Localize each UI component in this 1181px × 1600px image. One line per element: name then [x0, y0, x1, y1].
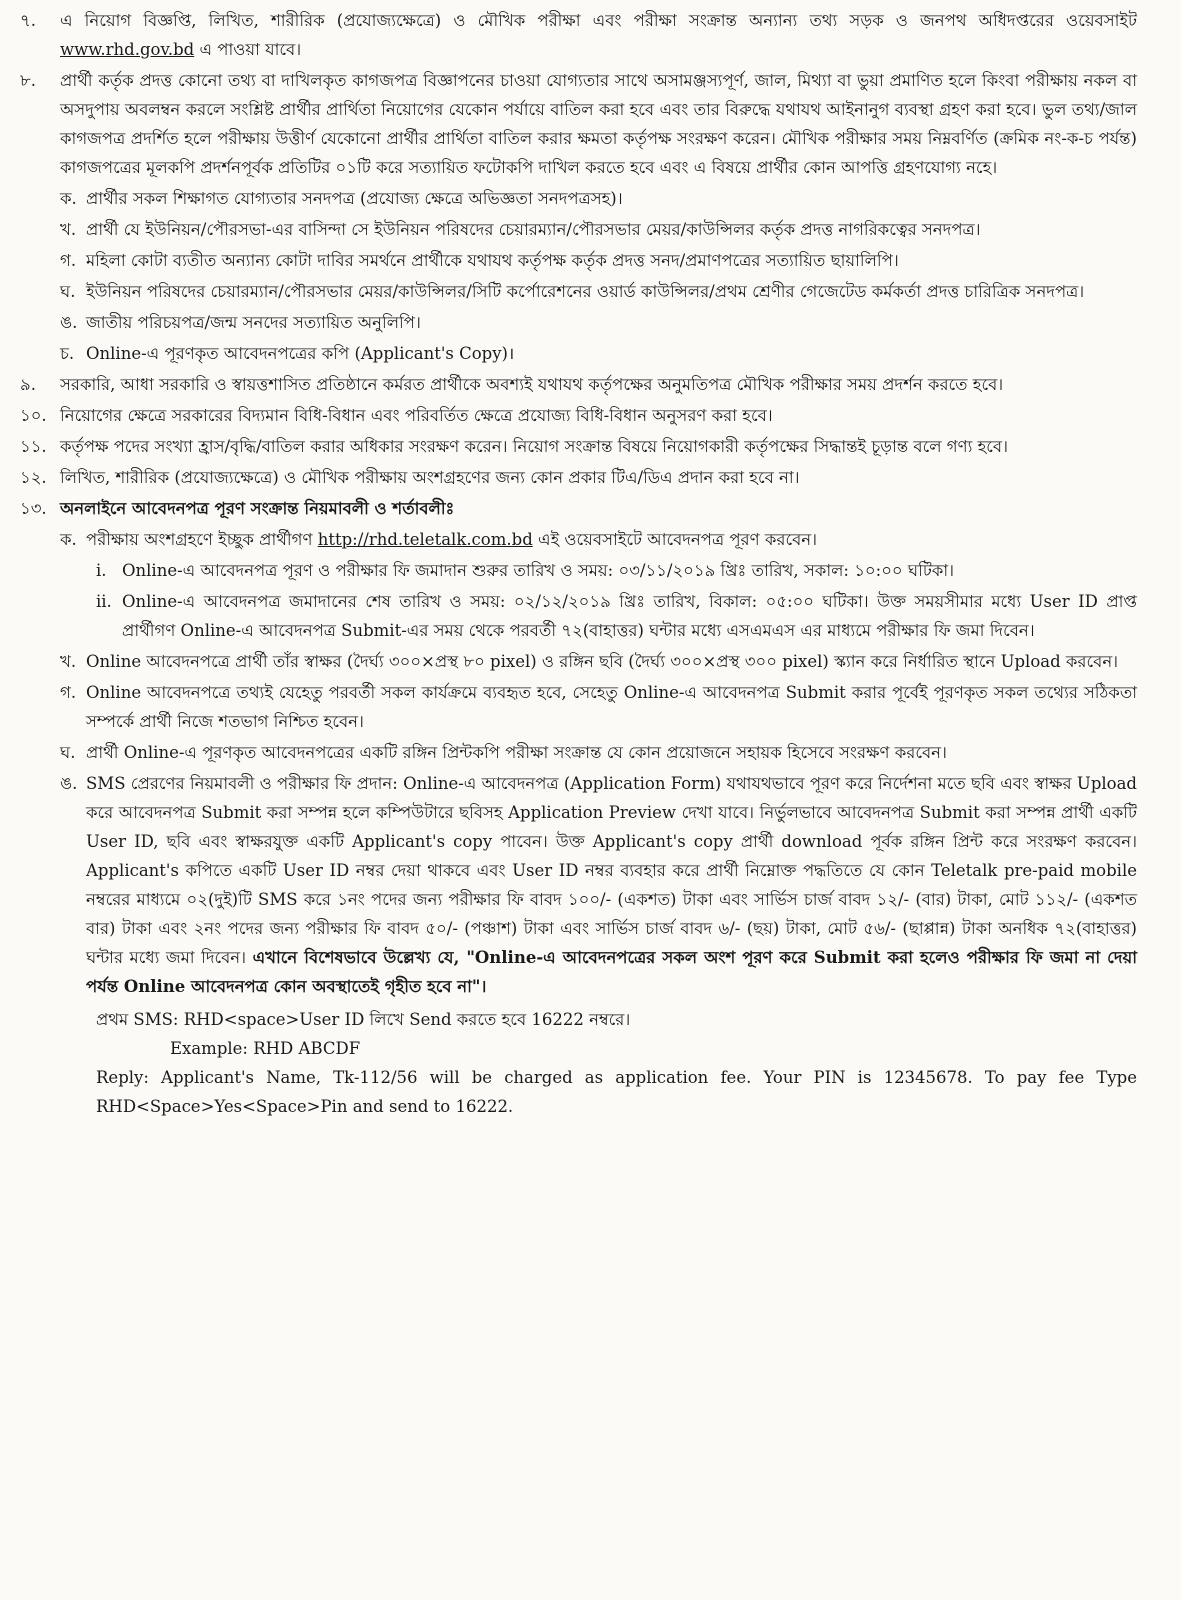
clause-text: নিয়োগের ক্ষেত্রে সরকারের বিদ্যমান বিধি-বিধান এবং পরিবর্তিত ক্ষেত্রে প্রযোজ্য বিধি-বিধান অনুসরণ করা হবে।: [60, 406, 773, 425]
clause-text: লিখিত, শারীরিক (প্রযোজ্যক্ষেত্রে) ও মৌখিক পরীক্ষায় অংশগ্রহণের জন্য কোন প্রকার টিএ/ডিএ প্রদান করা হবে না।: [60, 468, 800, 487]
clause-7: [20, 6, 1137, 64]
clause-11: [20, 432, 1137, 461]
rhd-website-link[interactable]: www.rhd.gov.bd: [60, 40, 195, 59]
clause-text: এ নিয়োগ বিজ্ঞপ্তি, লিখিত, শারীরিক (প্রযোজ্যক্ষেত্রে) ও মৌখিক পরীক্ষা এবং পরীক্ষা সংক্রান্ত অন্যান্য তথ্য সড়ক ও জনপথ অধিদপ্তরের ওয়েবসাইট www.rhd.gov.bd এ পাওয়া যাবে।: [60, 11, 1137, 59]
clause-number: ১১.: [20, 437, 47, 456]
clause-number: ১৩.: [20, 499, 47, 518]
clause-13: [20, 494, 1137, 523]
clause-number: ১২.: [20, 468, 47, 487]
first-sms-instruction: প্রথম SMS: RHD<space>User ID লিখে Send করতে হবে 16222 নম্বরে।: [96, 1010, 631, 1029]
list-item: গ. Online আবেদনপত্রে তথ্যই যেহেতু পরবর্তী সকল কার্যক্রমে ব্যবহৃত হবে, সেহেতু Online-এ আবেদনপত্র Submit করার পূর্বেই পূরণকৃত সকল তথ্যের সঠিকতা সম্পর্কে প্রার্থী নিজে শতভাগ নিশ্চিত হবেন।: [60, 683, 1137, 731]
list-item: ক. পরীক্ষায় অংশগ্রহণে ইচ্ছুক প্রার্থীগণ http://rhd.teletalk.com.bd এই ওয়েবসাইটে আবেদনপত্র পূরণ করবেন।: [60, 530, 818, 549]
clause-number: ৯.: [20, 375, 36, 394]
important-notice: এখানে বিশেষভাবে উল্লেখ্য যে, "Online-এ আবেদনপত্রের সকল অংশ পূরণ করে Submit করা হলেও পরীক্ষার ফি জমা না দেয়া পর্যন্ত Online আবেদনপত্র কোন অবস্থাতেই গৃহীত হবে না"।: [86, 948, 1137, 996]
clause-8: [20, 66, 1137, 182]
clause-text: সরকারি, আধা সরকারি ও স্বায়ত্তশাসিত প্রতিষ্ঠানে কর্মরত প্রার্থীকে অবশ্যই যথাযথ কর্তৃপক্ষের অনুমতিপত্র মৌখিক পরীক্ষার সময় প্রদর্শন করতে হবে।: [60, 375, 1004, 394]
list-item: গ. মহিলা কোটা ব্যতীত অন্যান্য কোটা দাবির সমর্থনে প্রার্থীকে যথাযথ কর্তৃপক্ষ কর্তৃক প্রদত্ত সনদ/প্রমাণপত্রের সত্যায়িত ছায়ালিপি।: [60, 251, 899, 270]
sms-reply: Reply: Applicant's Name, Tk-112/56 will be charged as application fee. Your PIN is 12345678. To pay fee Type RHD<Space>Yes<Space>Pin and send to 16222.: [96, 1068, 1137, 1116]
list-item: ক. প্রার্থীর সকল শিক্ষাগত যোগ্যতার সনদপত্র (প্রযোজ্য ক্ষেত্রে অভিজ্ঞতা সনদপত্রসহ)।: [60, 189, 623, 208]
list-item: ঙ. জাতীয় পরিচয়পত্র/জন্ম সনদের সত্যায়িত অনুলিপি।: [60, 313, 421, 332]
section-heading: অনলাইনে আবেদনপত্র পূরণ সংক্রান্ত নিয়মাবলী ও শর্তাবলীঃ: [60, 499, 455, 518]
list-item: খ. Online আবেদনপত্রে প্রার্থী তাঁর স্বাক্ষর (দৈর্ঘ্য ৩০০×প্রস্থ ৮০ pixel) ও রঙ্গিন ছবি (দৈর্ঘ্য ৩০০×প্রস্থ ৩০০ pixel) স্ক্যান করে নির্ধারিত স্থানে Upload করবেন।: [60, 652, 1119, 671]
sms-example: Example: RHD ABCDF: [170, 1039, 361, 1058]
list-item: ঘ. ইউনিয়ন পরিষদের চেয়ারম্যান/পৌরসভার মেয়র/কাউন্সিলর/সিটি কর্পোরেশনের ওয়ার্ড কাউন্সিলর/প্রথম শ্রেণীর গেজেটেড কর্মকর্তা প্রদত্ত চারিত্রিক সনদপত্র।: [60, 282, 1085, 301]
list-item: চ. Online-এ পূরণকৃত আবেদনপত্রের কপি (Applicant's Copy)।: [60, 344, 515, 363]
clause-9: [20, 370, 1137, 399]
clause-10: [20, 401, 1137, 430]
clause-number: ৮.: [20, 71, 36, 90]
clause-text: প্রার্থী কর্তৃক প্রদত্ত কোনো তথ্য বা দাখিলকৃত কাগজপত্র বিজ্ঞাপনের চাওয়া যোগ্যতার সাথে অসামঞ্জস্যপূর্ণ, জাল, মিথ্যা বা ভুয়া প্রমাণিত হলে কিংবা পরীক্ষায় নকল বা অসদুপায় অবলম্বন করলে সংশ্লিষ্ট প্রার্থীর প্রার্থিতা নিয়োগের যেকোন পর্যায়ে বাতিল করা হবে এবং তার বিরুদ্ধে যথাযথ আইনানুগ ব্যবস্থা গ্রহণ করা হবে। ভুল তথ্য/জাল কাগজপত্র প্রদর্শিত হলে পরীক্ষায় উত্তীর্ণ যেকোনো প্রার্থীর প্রার্থিতা বাতিল করার ক্ষমতা কর্তৃপক্ষ সংরক্ষণ করেন। মৌখিক পরীক্ষার সময় নিম্নবর্ণিত (ক্রমিক নং-ক-চ পর্যন্ত) কাগজপত্রের মূলকপি প্রদর্শনপূর্বক প্রতিটির ০১টি করে সত্যায়িত ফটোকপি দাখিল করতে হবে এবং এ বিষয়ে প্রার্থীর কোন আপত্তি গ্রহণযোগ্য নহে।: [60, 71, 1137, 177]
clause-text: কর্তৃপক্ষ পদের সংখ্যা হ্রাস/বৃদ্ধি/বাতিল করার অধিকার সংরক্ষণ করেন। নিয়োগ সংক্রান্ত বিষয়ে নিয়োগকারী কর্তৃপক্ষের সিদ্ধান্তই চূড়ান্ত বলে গণ্য হবে।: [60, 437, 1008, 456]
clause-number: ১০.: [20, 406, 47, 425]
teletalk-website-link[interactable]: http://rhd.teletalk.com.bd: [317, 530, 533, 549]
list-item: ঘ. প্রার্থী Online-এ পূরণকৃত আবেদনপত্রের একটি রঙ্গিন প্রিন্টকপি পরীক্ষা সংক্রান্ত যে কোন প্রয়োজনে সহায়ক হিসেবে সংরক্ষণ করবেন।: [60, 743, 947, 762]
list-item: খ. প্রার্থী যে ইউনিয়ন/পৌরসভা-এর বাসিন্দা সে ইউনিয়ন পরিষদের চেয়ারম্যান/পৌরসভার মেয়র/কাউন্সিলর কর্তৃক প্রদত্ত নাগরিকত্বের সনদপত্র।: [60, 220, 981, 239]
list-item: ঙ. SMS প্রেরণের নিয়মাবলী ও পরীক্ষার ফি প্রদান: Online-এ আবেদনপত্র (Application Form) যথাযথভাবে পূরণ করে নির্দেশনা মতে ছবি এবং স্বাক্ষর Upload করে আবেদনপত্র Submit করা সম্পন্ন হলে কম্পিউটারে ছবিসহ Application Preview দেখা যাবে। নির্ভুলভাবে আবেদনপত্র Submit করা সম্পন্ন প্রার্থী একটি User ID, ছবি এবং স্বাক্ষরযুক্ত একটি Applicant's copy পাবেন। উক্ত Applicant's copy প্রার্থী download পূর্বক রঙ্গিন প্রিন্ট করে সংরক্ষণ করবেন। Applicant's কপিতে একটি User ID নম্বর দেয়া থাকবে এবং User ID নম্বর ব্যবহার করে প্রার্থী নিম্নোক্ত পদ্ধতিতে যে কোন Teletalk pre-paid mobile নম্বরের মাধ্যমে ০২(দুই)টি SMS করে ১নং পদের জন্য পরীক্ষার ফি বাবদ ১০০/- (একশত) টাকা এবং সার্ভিস চার্জ বাবদ ১২/- (বার) টাকা, মোট ১১২/- (একশত বার) টাকা এবং ২নং পদের জন্য পরীক্ষার ফি বাবদ ৫০/- (পঞ্চাশ) টাকা এবং সার্ভিস চার্জ বাবদ ৬/- (ছয়) টাকা, মোট ৫৬/- (ছাপ্পান্ন) টাকা অনধিক ৭২(বাহাত্তর) ঘন্টার মধ্যে জমা দিবেন। এখানে বিশেষভাবে উল্লেখ্য যে, "Online-এ আবেদনপত্রের সকল অংশ পূরণ করে Submit করা হলেও পরীক্ষার ফি জমা না দেয়া পর্যন্ত Online আবেদনপত্র কোন অবস্থাতেই গৃহীত হবে না"।: [60, 774, 1137, 996]
list-item: ii. Online-এ আবেদনপত্র জমাদানের শেষ তারিখ ও সময়: ০২/১২/২০১৯ খ্রিঃ তারিখ, বিকাল: ০৫:০০ ঘটিকা। উক্ত সময়সীমার মধ্যে User ID প্রাপ্ত প্রার্থীগণ Online-এ আবেদনপত্র Submit-এর সময় থেকে পরবর্তী ৭২(বাহাত্তর) ঘন্টার মধ্যে এসএমএস এর মাধ্যমে পরীক্ষার ফি জমা দিবেন।: [96, 592, 1137, 640]
clause-number: ৭.: [20, 11, 36, 30]
clause-12: [20, 463, 1137, 492]
list-item: i. Online-এ আবেদনপত্র পূরণ ও পরীক্ষার ফি জমাদান শুরুর তারিখ ও সময়: ০৩/১১/২০১৯ খ্রিঃ তারিখ, সকাল: ১০:০০ ঘটিকা।: [96, 561, 955, 580]
